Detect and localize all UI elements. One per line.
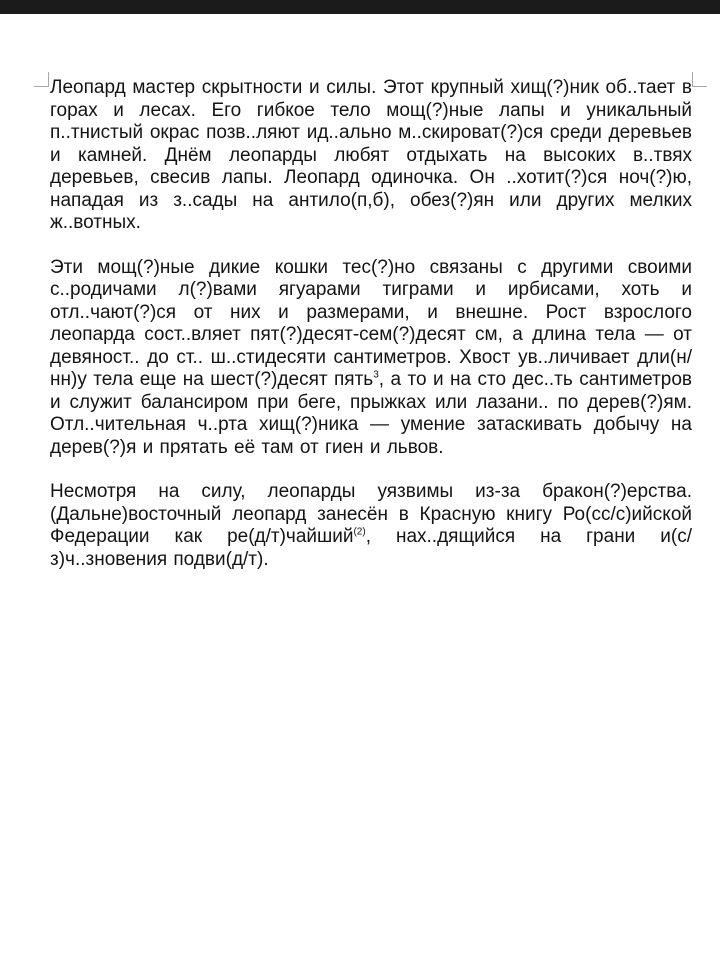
paragraph-leopard-threats	[50, 481, 692, 571]
window-top-bar	[0, 0, 720, 14]
paragraph-leopard-relatives	[50, 257, 692, 460]
paragraph-text: Леопард мастер скрытности и силы. Этот крупный хищ(?)ник об..тает в горах и лесах. Его гибкое тело мощ(?)ные лапы и уникальный п..тнистый окрас позв..ляют ид..ально м..скироват(?)ся среди деревьев и камней. Днём леопарды любят отдыхать на высоких в..твях деревьев, свесив лапы. Леопард одиночка. Он ..хотит(?)ся ноч(?)ю, нападая из з..сады на антило(п,б), обез(?)ян или других мелких ж..вотных.	[50, 77, 692, 233]
document-body[interactable]	[50, 77, 692, 593]
paragraph-text: Эти мощ(?)ные дикие кошки тес(?)но связаны с другими своими с..родичами л(?)вами ягуарами тиграми и ирбисами, хоть и отл..чают(?)ся от них и размерами, и внешне. Рост взрослого леопарда сост..вляет пят(?)десят-сем(?)десят см, а длина тела — от девяност.. до ст.. ш..стидесяти сантиметров. Хвост ув..личивает дли(н/нн)у тела еще на шест(?)десят пять	[50, 256, 692, 390]
superscript-mark: 3	[373, 369, 379, 381]
paragraph-text: , нах..дящийся на грани и(с/з)ч..зновения подви(д/т).	[50, 526, 692, 570]
paragraph-leopard-intro	[50, 77, 692, 235]
superscript-mark: (2)	[353, 526, 366, 538]
margin-corner-top-left	[34, 72, 49, 87]
margin-corner-top-right	[692, 72, 707, 87]
paragraph-text: Несмотря на силу, леопарды уязвимы из-за бракон(?)ерства. (Дальне)восточный леопард занесён в Красную книгу Ро(сс/с)ийской Федерации как ре(д/т)чайший	[50, 481, 692, 547]
paragraph-text: , а то и на сто дес..ть сантиметров и служит балансиром при беге, прыжках или лазани.. по дерев(?)ям. Отл..чительная ч..рта хищ(?)ника — умение затаскивать добычу на дерев(?)я и прятать её там от гиен и львов.	[50, 369, 693, 458]
